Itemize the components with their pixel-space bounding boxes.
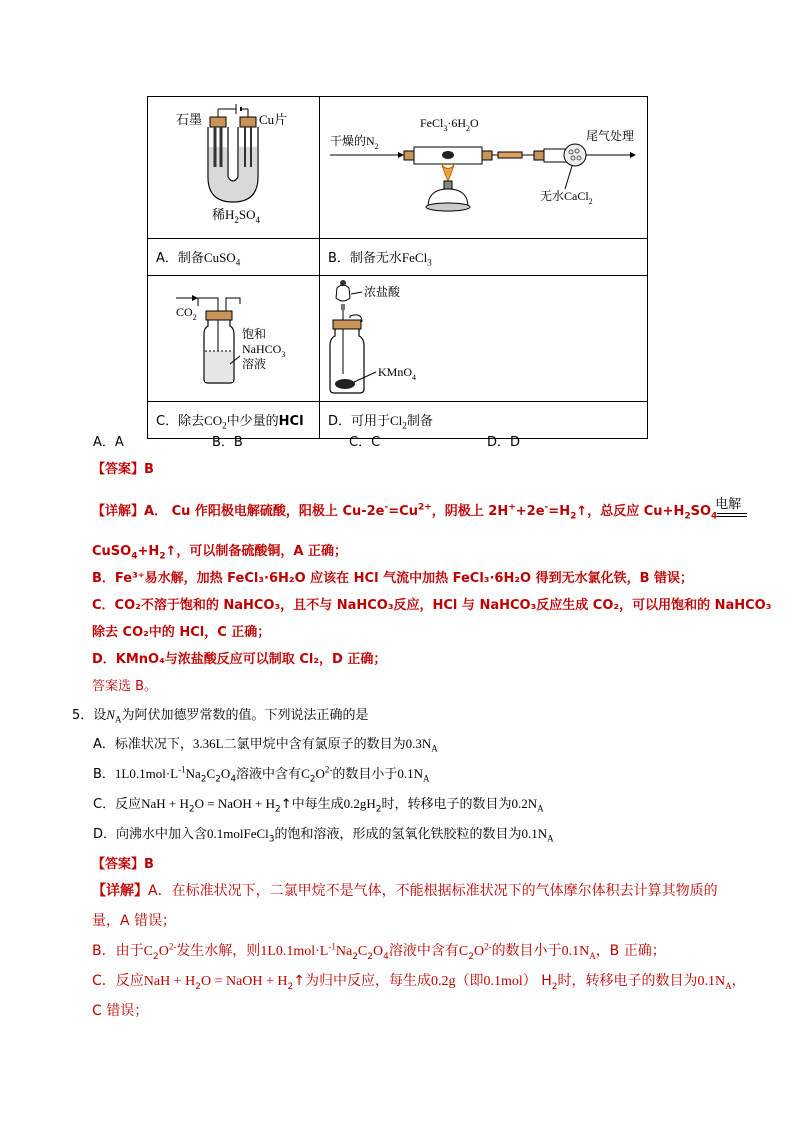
q4-answer: 【答案】B <box>92 462 154 477</box>
caption-c: C．除去$CO_2$中少量的HCl <box>148 402 320 439</box>
q5-detail-a-1: 【详解】A．在标准状况下，二氯甲烷不是气体，不能根据标准状况下的气体摩尔体积去计算其物质的 <box>92 883 718 899</box>
q5-detail-c-2: C 错误； <box>92 1003 149 1019</box>
q4-detail-d: D．KMnO₄与浓盐酸反应可以制取 Cl₂，D 正确； <box>92 652 387 667</box>
cell-b-figure <box>320 97 648 239</box>
conc-hcl-label: 浓盐酸 <box>364 285 401 299</box>
cell-d-figure <box>320 276 648 402</box>
q5-stem: 5．设$N_A$为阿伏加德罗常数的值。下列说法正确的是 <box>72 707 369 725</box>
q4-detail-b: B．Fe³⁺易水解，加热 FeCl₃·6H₂O 应该在 HCl 气流中加热 FeCl₃·6H₂O 得到无水氯化铁，B 错误； <box>92 571 694 586</box>
q4-final-answer: 答案选 B。 <box>92 679 158 694</box>
gas-wash-bottle-diagram <box>148 276 319 397</box>
q5-detail-c-1: C．反应NaH + $H_2O$ = NaOH + $H_2↑$为归中反应，每生成0.2g（即0.1mol） $H_2$时，转移电子的数目为$0.1N_A$， <box>92 973 746 992</box>
saturated-label: 饱和 <box>242 327 267 341</box>
co2-inlet-label: $CO_2$ <box>176 305 197 322</box>
u-tube-electrolysis-diagram <box>148 97 319 234</box>
option-b: B．B <box>212 435 243 450</box>
fecl3-heating-diagram <box>320 97 647 234</box>
electrolysis-condition: 电解 <box>715 496 742 512</box>
q5-option-a: A．标准状况下，3.36L二氯甲烷中含有氯原子的数目为$0.3N_A$ <box>93 736 438 754</box>
q5-detail-a-2: 量，A 错误； <box>92 913 177 929</box>
anhydrous-cacl2-label: 无水CaCl$_2$ <box>540 189 593 206</box>
solution-label: 溶液 <box>242 357 267 371</box>
chlorine-generator-diagram <box>320 276 647 397</box>
q5-answer: 【答案】B <box>92 857 154 872</box>
q5-option-b: B．$1L0.1mol\cdot L^{-1}Na_2C_2O_4$溶液中含有$C_2O^{2-}$的数目小于$0.1N_A$ <box>93 764 430 785</box>
q5-detail-b: B．由于$C_2O^{2-}$发生水解，则$1L0.1mol\cdot L^{-1}Na_2C_2O_4$溶液中含有$C_2O^{2-}$的数目小于$0.1N_A$，B 正确； <box>92 941 666 962</box>
cell-c-figure <box>148 276 320 402</box>
apparatus-table <box>147 96 648 439</box>
fecl3-hydrate-label: $FeCl_3\cdot 6H_2O$ <box>420 116 479 133</box>
option-d: D．D <box>487 435 521 450</box>
q4-detail-a: 【详解】A． Cu 作阳极电解硫酸，阳极上 $Cu-2e^-=Cu^{2+}$，阴极上 $2H^++2e^-=H_2↑$，总反应 $Cu+H_2SO_4$ 电解 <box>92 500 745 522</box>
option-a: A．A <box>93 435 124 450</box>
caption-a: A．制备CuSO$_4$ <box>148 239 320 276</box>
kmno4-label: KMnO$_4$ <box>378 365 417 382</box>
dry-n2-label: 干燥的$N_2$ <box>330 134 379 151</box>
q5-option-c: C．反应NaH + $H_2O$ = NaOH + $H_2↑$中每生成$0.2gH_2$时，转移电子的数目为$0.2N_A$ <box>93 796 544 815</box>
exhaust-label: 尾气处理 <box>586 129 635 143</box>
q4-detail-c-2: 除去 CO₂中的 HCl，C 正确； <box>92 625 271 640</box>
cell-a-figure <box>148 97 320 239</box>
option-c: C．C <box>349 435 381 450</box>
q5-option-d: D．向沸水中加入含0.1molFeCl$_3$的饱和溶液，形成的氢氧化铁胶粒的数目为$0.1N_A$ <box>93 826 554 845</box>
caption-b: B．制备无水FeCl$_3$ <box>320 239 648 276</box>
nahco3-label: NaHCO$_3$ <box>242 342 286 359</box>
q4-detail-a-cont: $CuSO_4+H_2↑$，可以制备硫酸铜，A 正确； <box>92 544 348 562</box>
q4-detail-c-1: C．CO₂不溶于饱和的 NaHCO₃，且不与 NaHCO₃反应，HCl 与 NaHCO₃反应生成 CO₂，可以用饱和的 NaHCO₃ <box>92 598 772 613</box>
caption-d: D．可用于$Cl_2$制备 <box>320 402 648 439</box>
cu-plate-label: Cu片 <box>259 112 288 127</box>
dilute-sulfuric-label: 稀$H_2SO_4$ <box>212 207 261 225</box>
graphite-label: 石墨 <box>176 112 203 127</box>
